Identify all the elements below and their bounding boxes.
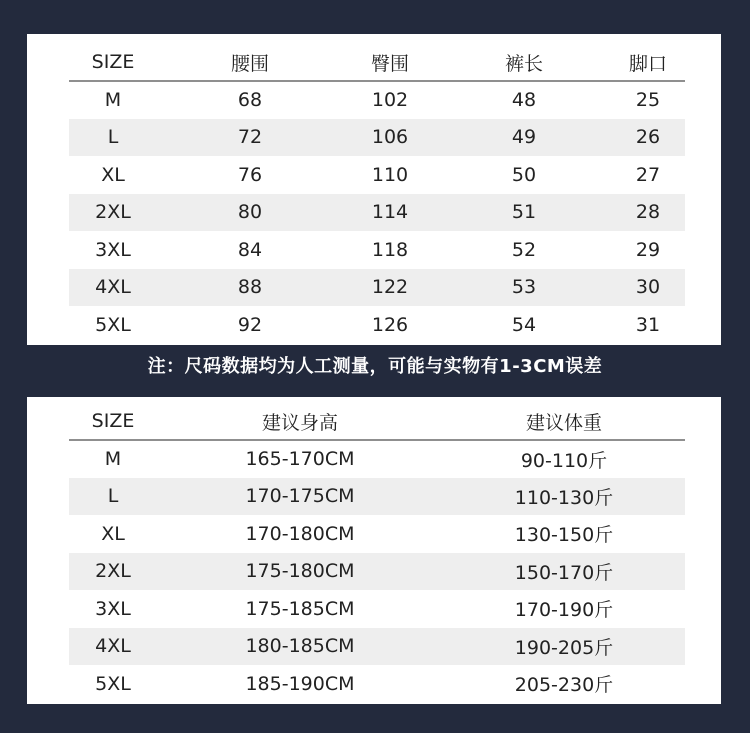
cell-waist: 68	[237, 89, 263, 112]
cell-size: 2XL	[69, 194, 157, 232]
table-row	[69, 231, 685, 269]
cell-leg-opening: 28	[611, 194, 685, 232]
cell-leg-opening: 25	[635, 89, 661, 112]
header-size: SIZE	[69, 403, 157, 440]
cell-size: 5XL	[95, 313, 131, 336]
cell-waist: 88	[157, 269, 343, 307]
header-waist: 腰围	[157, 44, 343, 81]
cell-size: 3XL	[95, 597, 131, 620]
table-row	[69, 194, 685, 232]
cell-weight: 170-190斤	[514, 599, 614, 622]
table-row	[69, 553, 685, 591]
cell-leg-opening: 31	[635, 313, 661, 336]
header-size: SIZE	[69, 44, 157, 81]
table-row	[69, 440, 685, 478]
cell-height: 170-175CM	[157, 478, 443, 516]
cell-weight: 190-205斤	[443, 628, 685, 666]
table-row	[69, 269, 685, 307]
cell-size: 4XL	[69, 628, 157, 666]
table-row	[69, 81, 685, 119]
cell-length: 53	[437, 269, 611, 307]
table-row	[69, 156, 685, 194]
table-row	[69, 306, 685, 344]
cell-size: L	[69, 119, 157, 157]
cell-height: 180-185CM	[157, 628, 443, 666]
header-weight: 建议体重	[443, 403, 685, 440]
cell-waist: 80	[157, 194, 343, 232]
cell-length: 48	[511, 89, 537, 112]
cell-length: 52	[511, 238, 537, 261]
table-row	[69, 478, 685, 516]
cell-height: 175-185CM	[245, 597, 355, 620]
header-height: 建议身高	[157, 403, 443, 440]
cell-weight: 110-130斤	[443, 478, 685, 516]
cell-size: XL	[101, 163, 125, 186]
table-row	[69, 590, 685, 628]
size-recommendation-table	[69, 403, 685, 703]
header-length: 裤长	[437, 44, 611, 81]
cell-height: 175-180CM	[157, 553, 443, 591]
cell-leg-opening: 30	[611, 269, 685, 307]
cell-waist: 92	[237, 313, 263, 336]
measurement-note: 注：尺码数据均为人工测量，可能与实物有1-3CM误差	[147, 356, 603, 377]
cell-hip: 122	[343, 269, 437, 307]
size-measurement-table	[69, 44, 685, 344]
cell-weight: 130-150斤	[514, 524, 614, 547]
cell-size: 2XL	[69, 553, 157, 591]
header-leg-opening: 脚口	[611, 44, 685, 81]
cell-size: 3XL	[95, 238, 131, 261]
cell-height: 185-190CM	[245, 672, 355, 695]
cell-leg-opening: 26	[611, 119, 685, 157]
cell-length: 49	[437, 119, 611, 157]
cell-size: XL	[101, 522, 125, 545]
table-header-row	[69, 403, 685, 440]
header-hip: 臀围	[343, 44, 437, 81]
cell-waist: 84	[237, 238, 263, 261]
cell-hip: 126	[371, 313, 409, 336]
cell-hip: 106	[343, 119, 437, 157]
cell-waist: 72	[157, 119, 343, 157]
cell-height: 165-170CM	[245, 448, 355, 471]
cell-size: L	[69, 478, 157, 516]
cell-hip: 118	[371, 238, 409, 261]
cell-height: 170-180CM	[245, 522, 355, 545]
cell-weight: 90-110斤	[520, 449, 608, 472]
table-row	[69, 119, 685, 157]
size-measurement-panel	[27, 34, 721, 345]
cell-weight: 150-170斤	[443, 553, 685, 591]
table-row	[69, 665, 685, 703]
cell-hip: 102	[371, 89, 409, 112]
cell-size: 5XL	[95, 672, 131, 695]
cell-length: 50	[511, 163, 537, 186]
size-recommendation-panel	[27, 397, 721, 704]
cell-hip: 114	[343, 194, 437, 232]
cell-size: M	[104, 448, 122, 471]
cell-length: 54	[511, 313, 537, 336]
cell-hip: 110	[371, 163, 409, 186]
cell-size: 4XL	[69, 269, 157, 307]
cell-waist: 76	[237, 163, 263, 186]
table-row	[69, 515, 685, 553]
cell-size: M	[104, 89, 122, 112]
cell-leg-opening: 27	[635, 163, 661, 186]
cell-leg-opening: 29	[635, 238, 661, 261]
cell-weight: 205-230斤	[514, 674, 614, 697]
table-row	[69, 628, 685, 666]
table-header-row	[69, 44, 685, 81]
cell-length: 51	[437, 194, 611, 232]
